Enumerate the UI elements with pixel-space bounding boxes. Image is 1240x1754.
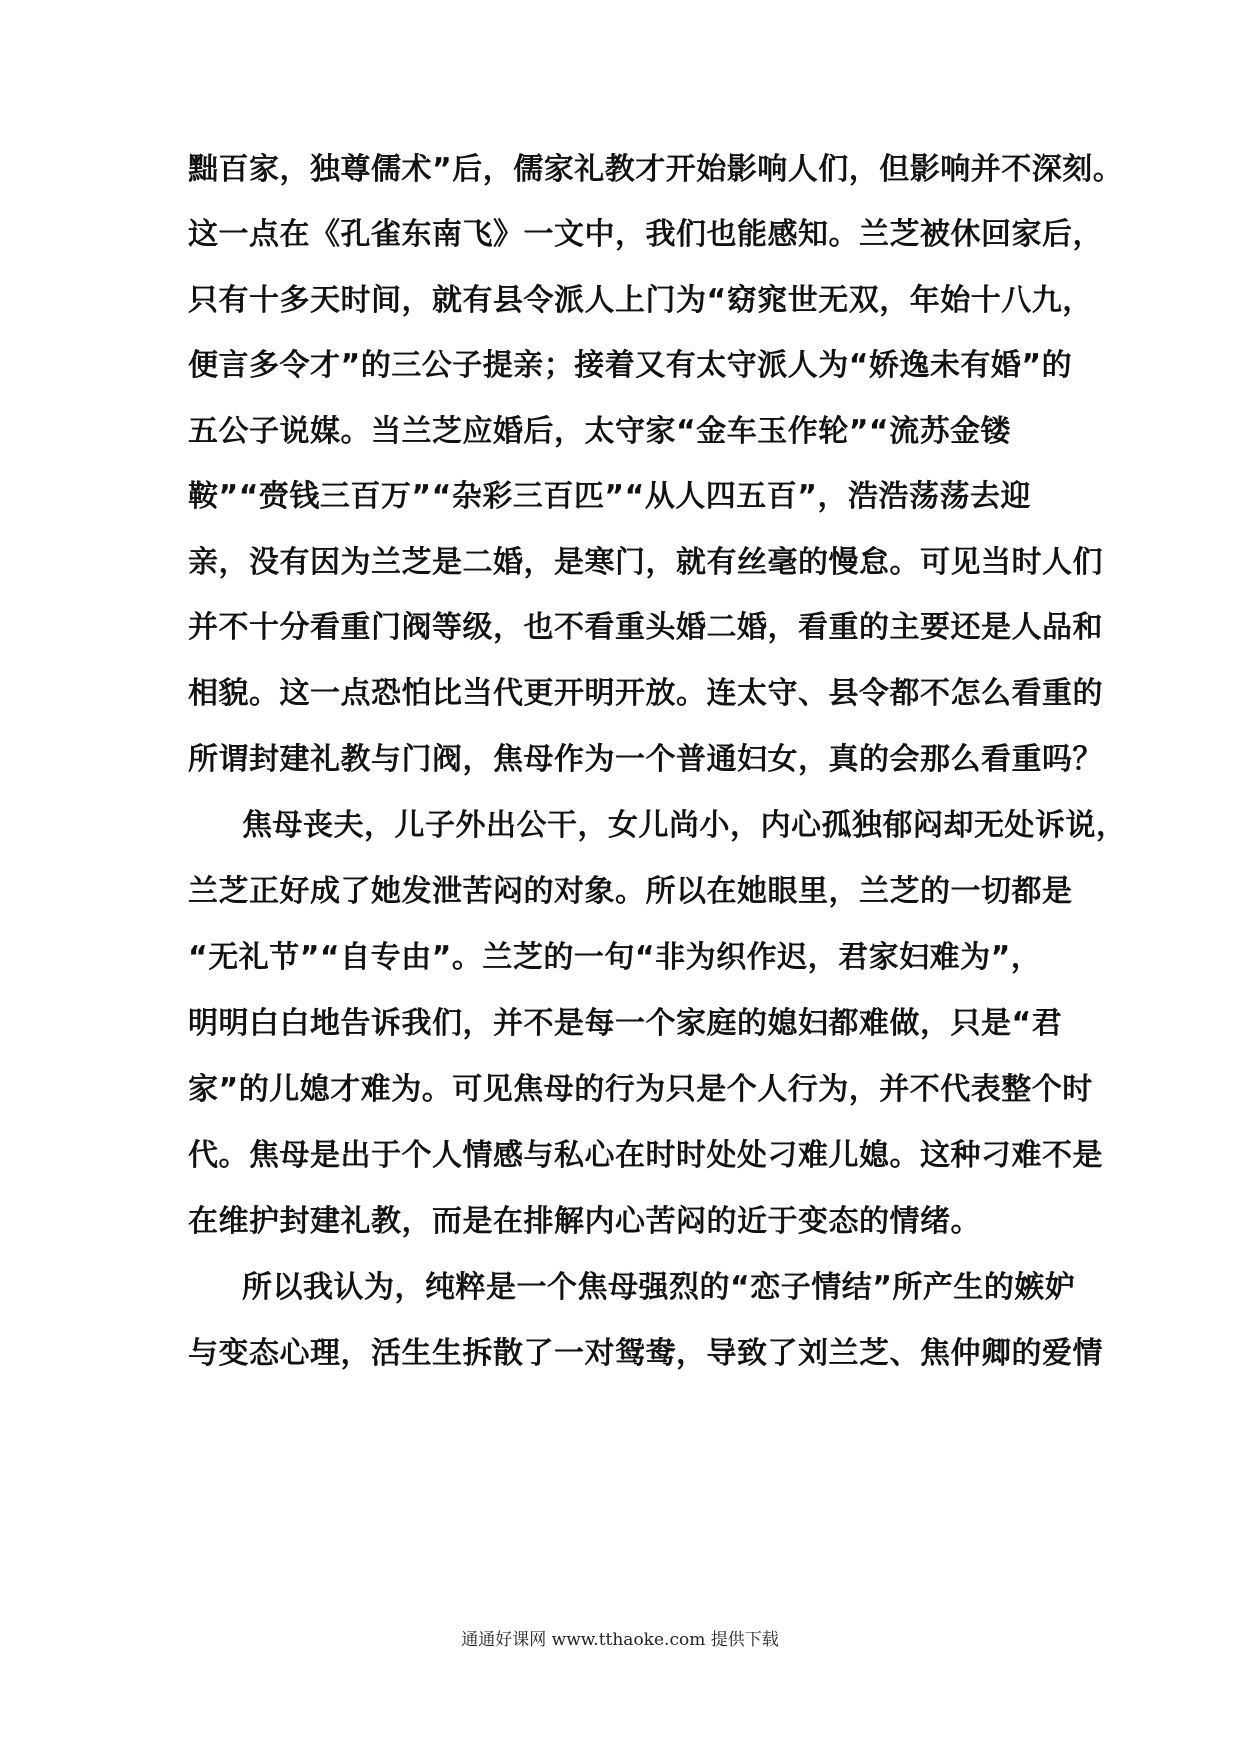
text-line: 相貌。这一点恐怕比当代更开明开放。连太守、县令都不怎么看重的 <box>188 676 1103 711</box>
text-line: 亲，没有因为兰芝是二婚，是寒门，就有丝毫的慢怠。可见当时人们 <box>188 545 1103 580</box>
text-line: 家”的儿媳才难为。可见焦母的行为只是个人行为，并不代表整个时 <box>188 1072 1093 1107</box>
text-line: 便言多令才”的三公子提亲；接着又有太守派人为“娇逸未有婚”的 <box>188 348 1073 383</box>
text-line: 明明白白地告诉我们，并不是每一个家庭的媳妇都难做，只是“君 <box>188 1006 1063 1041</box>
text-line: 兰芝正好成了她发泄苦闷的对象。所以在她眼里，兰芝的一切都是 <box>188 874 1073 909</box>
paragraph-first-line: 焦母丧夫，儿子外出公干，女儿尚小，内心孤独郁闷却无处诉说， <box>242 808 1127 843</box>
text-line: 所谓封建礼教与门阀，焦母作为一个普通妇女，真的会那么看重吗？ <box>188 742 1103 777</box>
text-line: 五公子说媒。当兰芝应婚后，太守家“金车玉作轮”“流苏金镂 <box>188 414 1012 449</box>
text-line: 代。焦母是出于个人情感与私心在时时处处刁难儿媳。这种刁难不是 <box>188 1138 1103 1173</box>
text-line: 这一点在《孔雀东南飞》一文中，我们也能感知。兰芝被休回家后， <box>188 217 1103 252</box>
text-line: 并不十分看重门阀等级，也不看重头婚二婚，看重的主要还是人品和 <box>188 610 1103 645</box>
footer-source-note: 通通好课网 www.tthaoke.com 提供下载 <box>461 1630 779 1650</box>
text-line: 只有十多天时间，就有县令派人上门为“窈窕世无双，年始十八九， <box>188 283 1093 318</box>
paragraph-first-line: 所以我认为，纯粹是一个焦母强烈的“恋子情结”所产生的嫉妒 <box>242 1270 1076 1305</box>
text-line: 鞍”“赍钱三百万”“杂彩三百匹”“从人四五百”，浩浩荡荡去迎 <box>188 479 1032 514</box>
text-line: “无礼节”“自专由”。兰芝的一句“非为织作迟，君家妇难为”， <box>188 940 1042 975</box>
text-line: 黜百家，独尊儒术”后，儒家礼教才开始影响人们，但影响并不深刻。 <box>188 152 1124 187</box>
text-line: 在维护封建礼教，而是在排解内心苦闷的近于变态的情绪。 <box>188 1204 981 1239</box>
text-line: 与变态心理，活生生拆散了一对鸳鸯，导致了刘兰芝、焦仲卿的爱情 <box>188 1336 1103 1371</box>
